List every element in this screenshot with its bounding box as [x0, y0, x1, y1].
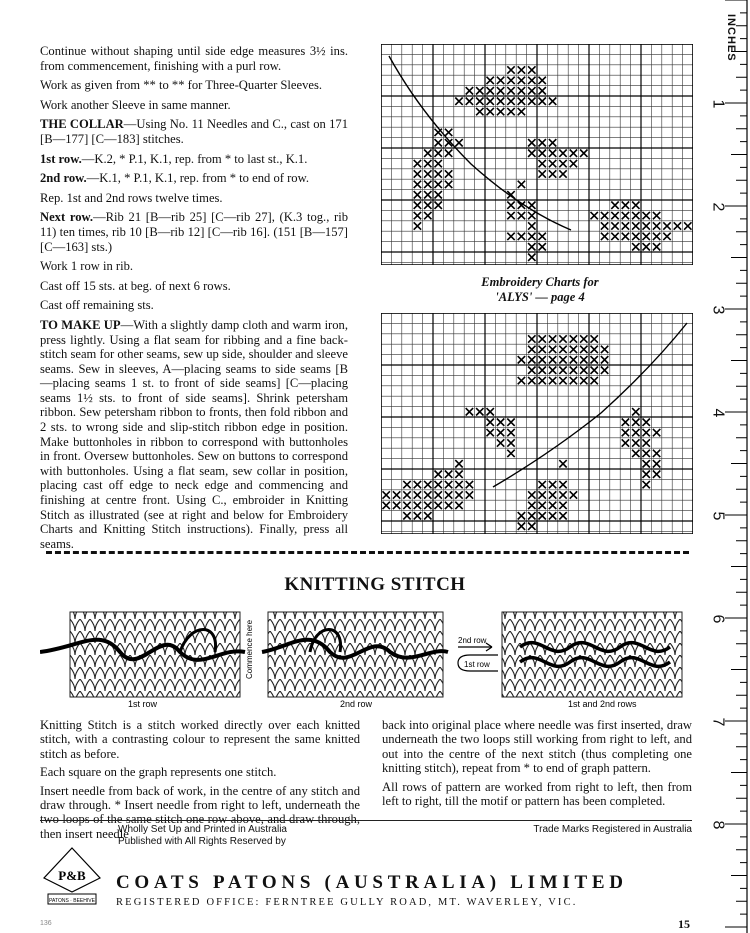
ruler-number: 3	[709, 305, 727, 315]
chart-stitch-mark	[518, 87, 525, 94]
chart-stitch-mark	[549, 377, 556, 384]
chart-stitch-mark	[653, 460, 660, 467]
chart-stitch-mark	[539, 98, 546, 105]
chart-stitch-mark	[528, 98, 535, 105]
chart-stitch-mark	[549, 356, 556, 363]
chart-stitch-mark	[643, 233, 650, 240]
chart-stitch-mark	[507, 450, 514, 457]
chart-stitch-mark	[445, 481, 452, 488]
svg-text:1st row: 1st row	[464, 660, 490, 669]
chart-stitch-mark	[507, 108, 514, 115]
chart-stitch-mark	[653, 450, 660, 457]
chart-stitch-mark	[549, 346, 556, 353]
chart-stitch-mark	[559, 170, 566, 177]
chart-stitch-mark	[559, 335, 566, 342]
chart-stitch-mark	[424, 170, 431, 177]
chart-stitch-mark	[653, 212, 660, 219]
chart-stitch-mark	[580, 346, 587, 353]
label-commence-here: Commence here	[245, 619, 254, 679]
chart-stitch-mark	[435, 481, 442, 488]
chart-stitch-mark	[643, 212, 650, 219]
ruler-number: 5	[709, 511, 727, 521]
chart-stitch-mark	[539, 139, 546, 146]
chart-stitch-mark	[476, 408, 483, 415]
chart-stitch-mark	[383, 502, 390, 509]
chart-stitch-mark	[518, 377, 525, 384]
chart-stitch-mark	[487, 408, 494, 415]
chart-stitch-mark	[414, 170, 421, 177]
chart-stitch-mark	[507, 87, 514, 94]
chart-stitch-mark	[455, 491, 462, 498]
svg-text:PATONS · BEEHIVE: PATONS · BEEHIVE	[49, 898, 95, 904]
chart-stitch-mark	[570, 356, 577, 363]
chart-stitch-mark	[632, 419, 639, 426]
chart-stitch-mark	[622, 222, 629, 229]
chart-stitch-mark	[622, 202, 629, 209]
chart-stitch-mark	[591, 335, 598, 342]
next-row-paragraph: Next row.—Rib 21 [B—rib 25] [C—rib 27], (K.3 tog., rib 11) ten times, rib 10 [B—rib 12] [C—rib 16]. (151 [B—157] [C—163] sts.)	[40, 210, 349, 254]
chart-stitch-mark	[414, 481, 421, 488]
ruler-number: 1	[709, 99, 727, 109]
diagram-both-rows	[502, 612, 682, 697]
chart-stitch-mark	[549, 335, 556, 342]
chart-stitch-mark	[518, 356, 525, 363]
chart-stitch-mark	[435, 202, 442, 209]
chart-stitch-mark	[559, 160, 566, 167]
chart-stitch-mark	[487, 77, 494, 84]
label-second-row: 2nd row	[340, 699, 373, 709]
chart-stitch-mark	[622, 439, 629, 446]
knitting-stitch-diagrams	[40, 607, 690, 712]
chart-stitch-mark	[497, 419, 504, 426]
chart-stitch-mark	[684, 222, 691, 229]
chart-stitch-mark	[528, 66, 535, 73]
chart-stitch-mark	[403, 502, 410, 509]
chart-stitch-mark	[580, 150, 587, 157]
ruler-number: 6	[709, 614, 727, 624]
chart-stitch-mark	[435, 129, 442, 136]
chart-stitch-mark	[559, 377, 566, 384]
chart-stitch-mark	[497, 108, 504, 115]
chart-stitch-mark	[632, 429, 639, 436]
chart-stitch-mark	[611, 202, 618, 209]
chart-stitch-mark	[507, 77, 514, 84]
section-divider	[46, 551, 689, 554]
chart-stitch-mark	[445, 502, 452, 509]
chart-stitch-mark	[414, 212, 421, 219]
instruction-paragraph: Cast off 15 sts. at beg. of next 6 rows.	[40, 278, 231, 293]
chart-stitch-mark	[528, 491, 535, 498]
chart-stitch-mark	[653, 233, 660, 240]
embroidery-chart-top	[381, 44, 693, 265]
chart-stitch-mark	[414, 202, 421, 209]
chart-stitch-mark	[663, 233, 670, 240]
chart-stitch-mark	[487, 429, 494, 436]
chart-stitch-mark	[580, 367, 587, 374]
ruler-number: 8	[709, 820, 727, 830]
make-up-heading: TO MAKE UP	[40, 317, 121, 332]
chart-stitch-mark	[528, 512, 535, 519]
page-number: 15	[678, 917, 690, 931]
chart-stitch-mark	[643, 471, 650, 478]
chart-stitch-mark	[435, 160, 442, 167]
chart-stitch-mark	[549, 160, 556, 167]
chart-stitch-mark	[549, 491, 556, 498]
chart-stitch-mark	[643, 429, 650, 436]
ruler-label: INCHES	[725, 14, 737, 62]
chart-stitch-mark	[601, 346, 608, 353]
chart-stitch-mark	[632, 233, 639, 240]
chart-stitch-mark	[487, 419, 494, 426]
trademarks-note: Trade Marks Registered in Australia	[533, 824, 692, 835]
chart-stitch-mark	[455, 481, 462, 488]
chart-stitch-mark	[424, 512, 431, 519]
chart-stitch-mark	[487, 87, 494, 94]
chart-stitch-mark	[643, 450, 650, 457]
chart-stitch-mark	[653, 429, 660, 436]
chart-stitch-mark	[435, 502, 442, 509]
chart-stitch-mark	[414, 502, 421, 509]
chart-stitch-mark	[570, 160, 577, 167]
chart-stitch-mark	[445, 150, 452, 157]
chart-stitch-mark	[591, 377, 598, 384]
chart-stitch-mark	[539, 233, 546, 240]
chart-stitch-mark	[476, 98, 483, 105]
instruction-paragraph: Work another Sleeve in same manner.	[40, 97, 231, 112]
chart-stitch-mark	[559, 150, 566, 157]
chart-stitch-mark	[632, 439, 639, 446]
chart-stitch-mark	[559, 512, 566, 519]
chart-stitch-mark	[445, 181, 452, 188]
embroidery-chart-bottom	[381, 313, 693, 534]
chart-stitch-mark	[570, 335, 577, 342]
chart-stitch-mark	[455, 98, 462, 105]
chart-stitch-mark	[518, 512, 525, 519]
chart-stitch-mark	[393, 502, 400, 509]
chart-stitch-mark	[653, 243, 660, 250]
chart-stitch-mark	[414, 512, 421, 519]
chart-stitch-mark	[580, 377, 587, 384]
chart-stitch-mark	[424, 202, 431, 209]
chart-stitch-mark	[528, 222, 535, 229]
chart-stitch-mark	[528, 150, 535, 157]
chart-stitch-mark	[632, 202, 639, 209]
chart-stitch-mark	[518, 66, 525, 73]
svg-text:2nd row: 2nd row	[458, 636, 487, 645]
chart-stitch-mark	[466, 98, 473, 105]
chart-stitch-mark	[632, 243, 639, 250]
chart-stitch-mark	[549, 367, 556, 374]
ruler-number: 7	[709, 717, 727, 727]
chart-stitch-mark	[414, 491, 421, 498]
chart-stitch-mark	[445, 129, 452, 136]
chart-stitch-mark	[632, 212, 639, 219]
chart-stitch-mark	[414, 222, 421, 229]
chart-stitch-mark	[403, 512, 410, 519]
collar-paragraph: THE COLLAR—Using No. 11 Needles and C., cast on 171 [B—177] [C—183] stitches.	[40, 117, 349, 146]
chart-stitch-mark	[414, 191, 421, 198]
chart-stitch-mark	[528, 356, 535, 363]
chart-stitch-mark	[518, 523, 525, 530]
chart-stitch-mark	[424, 160, 431, 167]
chart-stitch-mark	[497, 87, 504, 94]
chart-stitch-mark	[518, 233, 525, 240]
chart-stitch-mark	[455, 460, 462, 467]
chart-stitch-mark	[591, 346, 598, 353]
chart-stitch-mark	[611, 212, 618, 219]
chart-stitch-mark	[539, 356, 546, 363]
chart-stitch-mark	[570, 367, 577, 374]
chart-stitch-mark	[539, 160, 546, 167]
svg-text:P&B: P&B	[58, 868, 86, 883]
chart-stitch-mark	[539, 481, 546, 488]
collar-heading: THE COLLAR	[40, 117, 124, 132]
footer-imprint: Wholly Set Up and Printed in Australia Published with All Rights Reserved by	[118, 824, 287, 847]
chart-stitch-mark	[403, 481, 410, 488]
chart-stitch-mark	[643, 222, 650, 229]
chart-stitch-mark	[435, 170, 442, 177]
chart-stitch-mark	[643, 481, 650, 488]
chart-stitch-mark	[549, 98, 556, 105]
chart-stitch-mark	[528, 523, 535, 530]
make-up-paragraph: TO MAKE UP—With a slightly damp cloth and warm iron, press lightly. Using a flat seam for ribbing and a fine back-stitch seam for other seams, sew up side, shoulder and sleeve seams. Sew in sleeves, A—placing seams to side seams [B—placing seams 1 st. to front of side seams] [C—placing seams 1½ sts. to front of side seams]. Shrink petersham ribbon. Sew petersham ribbon to fronts, then fold ribbon and 2 sts. to wrong side and slip-stitch ribbon edge in position. Make buttonholes in ribbon to correspond with buttonholes in front. Oversew buttonholes. Sew on buttons to correspond with buttonholes. Using a flat seam, sew collar in position, placing cast off edge to neck edge and commencing and finishing at centre front. Using C., embroider in Knitting Stitch as illustrated (see at right and below for Embroidery Charts and Knitting Stitch instructions). Finally, press all seams.	[40, 317, 348, 551]
chart-stitch-mark	[539, 170, 546, 177]
stitch-paragraph: Insert needle from back of work, in the centre of any stitch and draw through. * Insert needle from right to left, underneath the two loops of the same stitch one row above, and draw through, then insert needle	[40, 783, 360, 841]
chart-stitch-mark	[497, 77, 504, 84]
chart-stitch-mark	[528, 254, 535, 261]
chart-stitch-mark	[580, 335, 587, 342]
chart-stitch-mark	[528, 87, 535, 94]
chart-stitch-mark	[507, 98, 514, 105]
chart-stitch-mark	[601, 222, 608, 229]
chart-stitch-mark	[476, 108, 483, 115]
chart-stitch-mark	[424, 150, 431, 157]
chart-stitch-mark	[570, 150, 577, 157]
chart-stitch-mark	[487, 98, 494, 105]
chart-stitch-mark	[528, 346, 535, 353]
chart-stitch-mark	[643, 460, 650, 467]
chart-stitch-mark	[435, 491, 442, 498]
chart-stitch-mark	[518, 98, 525, 105]
chart-stitch-mark	[559, 346, 566, 353]
chart-stitch-mark	[487, 108, 494, 115]
chart-stitch-mark	[424, 502, 431, 509]
chart-stitch-mark	[539, 335, 546, 342]
chart-stitch-mark	[601, 367, 608, 374]
label-first-row: 1st row	[128, 699, 158, 709]
chart-stitch-mark	[549, 139, 556, 146]
chart-stitch-mark	[466, 87, 473, 94]
chart-stitch-mark	[591, 212, 598, 219]
chart-stitch-mark	[414, 181, 421, 188]
stitch-paragraph: Each square on the graph represents one stitch.	[40, 765, 277, 780]
chart-stitch-mark	[559, 502, 566, 509]
chart-stitch-mark	[476, 87, 483, 94]
chart-stitch-mark	[528, 377, 535, 384]
chart-stitch-mark	[528, 367, 535, 374]
chart-stitch-mark	[539, 491, 546, 498]
chart-stitch-mark	[549, 502, 556, 509]
chart-caption: Embroidery Charts for 'ALYS' — page 4	[481, 275, 599, 304]
chart-stitch-mark	[497, 439, 504, 446]
chart-stitch-mark	[528, 212, 535, 219]
chart-stitch-mark	[632, 450, 639, 457]
chart-stitch-mark	[549, 170, 556, 177]
instructions-column	[40, 44, 348, 556]
chart-stitch-mark	[518, 77, 525, 84]
chart-stitch-mark	[549, 481, 556, 488]
chart-stitch-mark	[611, 222, 618, 229]
chart-stitch-mark	[601, 356, 608, 363]
chart-stitch-mark	[622, 419, 629, 426]
chart-stitch-mark	[539, 77, 546, 84]
chart-stitch-mark	[653, 222, 660, 229]
chart-stitch-mark	[559, 491, 566, 498]
chart-stitch-mark	[466, 481, 473, 488]
chart-stitch-mark	[643, 419, 650, 426]
chart-stitch-mark	[455, 139, 462, 146]
chart-stitch-mark	[539, 377, 546, 384]
chart-stitch-mark	[611, 233, 618, 240]
chart-stitch-mark	[497, 429, 504, 436]
stitch-paragraph: back into original place where needle was first inserted, draw underneath the two loops still working from right to left, and out into the centre of the next stitch (thus completing one knitting stitch), repeat from * to end of graph pattern.	[382, 718, 692, 776]
chart-stitch-mark	[497, 98, 504, 105]
chart-stitch-mark	[539, 243, 546, 250]
instruction-paragraph: Work as given from ** to ** for Three-Quarter Sleeves.	[40, 78, 323, 93]
chart-stitch-mark	[528, 139, 535, 146]
instruction-paragraph: Continue without shaping until side edge measures 3½ ins. from commencement, finishing with a purl row.	[40, 44, 348, 73]
footer-rule	[40, 820, 692, 821]
stitch-paragraph: All rows of pattern are worked from right to left, then from left to right, till the motif or pattern has been completed.	[382, 779, 692, 809]
ruler-number: 4	[709, 408, 727, 418]
chart-stitch-mark	[435, 181, 442, 188]
chart-stitch-mark	[528, 233, 535, 240]
chart-stitch-mark	[559, 460, 566, 467]
chart-stitch-mark	[424, 491, 431, 498]
diagram-first-row	[40, 612, 245, 697]
chart-stitch-mark	[580, 356, 587, 363]
chart-stitch-mark	[539, 502, 546, 509]
chart-stitch-mark	[539, 87, 546, 94]
instruction-paragraph: Cast off remaining sts.	[40, 298, 154, 313]
chart-stitch-mark	[414, 160, 421, 167]
chart-stitch-mark	[507, 233, 514, 240]
chart-stitch-mark	[539, 150, 546, 157]
chart-stitch-mark	[403, 491, 410, 498]
chart-stitch-mark	[591, 367, 598, 374]
chart-stitch-mark	[518, 108, 525, 115]
chart-stitch-mark	[445, 491, 452, 498]
chart-stitch-mark	[445, 471, 452, 478]
chart-stitch-mark	[559, 367, 566, 374]
diagram-second-row	[262, 612, 448, 697]
chart-stitch-mark	[435, 139, 442, 146]
chart-stitch-mark	[622, 429, 629, 436]
chart-stitch-mark	[435, 471, 442, 478]
chart-stitch-mark	[424, 212, 431, 219]
chart-stitch-mark	[622, 212, 629, 219]
label-both-rows: 1st and 2nd rows	[568, 699, 637, 709]
chart-stitch-mark	[591, 356, 598, 363]
chart-stitch-mark	[445, 170, 452, 177]
chart-stitch-mark	[632, 222, 639, 229]
pb-logo	[40, 846, 104, 910]
chart-stitch-mark	[570, 377, 577, 384]
chart-stitch-mark	[455, 502, 462, 509]
chart-stitch-mark	[383, 491, 390, 498]
chart-stitch-mark	[424, 481, 431, 488]
chart-stitch-mark	[528, 243, 535, 250]
knitting-stitch-heading: KNITTING STITCH	[284, 574, 466, 595]
chart-stitch-mark	[632, 408, 639, 415]
chart-stitch-mark	[674, 222, 681, 229]
company-name: COATS PATONS (AUSTRALIA) LIMITED	[116, 872, 628, 893]
instruction-paragraph: Work 1 row in rib.	[40, 259, 134, 274]
chart-stitch-mark	[507, 429, 514, 436]
chart-stitch-mark	[559, 481, 566, 488]
chart-stitch-mark	[424, 191, 431, 198]
chart-stitch-mark	[466, 491, 473, 498]
ruler-number: 2	[709, 202, 727, 212]
chart-stitch-mark	[643, 439, 650, 446]
inch-ruler	[700, 0, 750, 933]
chart-stitch-mark	[507, 202, 514, 209]
chart-stitch-mark	[507, 439, 514, 446]
page-code: 136	[40, 920, 52, 927]
chart-stitch-mark	[570, 491, 577, 498]
stitch-paragraph: Knitting Stitch is a stitch worked directly over each knitted stitch, with a contrasting colour to represent the same knitted stitch as before.	[40, 718, 360, 761]
chart-stitch-mark	[539, 512, 546, 519]
row1-paragraph: 1st row.—K.2, * P.1, K.1, rep. from * to last st., K.1.	[40, 151, 308, 166]
chart-stitch-mark	[559, 356, 566, 363]
chart-stitch-mark	[643, 243, 650, 250]
chart-stitch-mark	[424, 181, 431, 188]
chart-stitch-mark	[455, 471, 462, 478]
chart-stitch-mark	[539, 346, 546, 353]
chart-stitch-mark	[435, 150, 442, 157]
chart-stitch-mark	[518, 181, 525, 188]
chart-stitch-mark	[528, 502, 535, 509]
chart-stitch-mark	[549, 512, 556, 519]
instruction-paragraph: Rep. 1st and 2nd rows twelve times.	[40, 190, 223, 205]
chart-stitch-mark	[393, 491, 400, 498]
chart-stitch-mark	[601, 212, 608, 219]
chart-stitch-mark	[653, 471, 660, 478]
chart-stitch-mark	[622, 233, 629, 240]
chart-stitch-mark	[528, 77, 535, 84]
chart-stitch-mark	[549, 150, 556, 157]
chart-stitch-mark	[570, 346, 577, 353]
chart-stitch-mark	[435, 191, 442, 198]
row2-paragraph: 2nd row.—K.1, * P.1, K.1, rep. from * to end of row.	[40, 171, 310, 186]
chart-stitch-mark	[507, 212, 514, 219]
chart-stitch-mark	[507, 66, 514, 73]
registered-office: REGISTERED OFFICE: FERNTREE GULLY ROAD, MT. WAVERLEY, VIC.	[116, 897, 578, 908]
chart-stitch-mark	[507, 419, 514, 426]
chart-stitch-mark	[518, 212, 525, 219]
chart-stitch-mark	[528, 335, 535, 342]
chart-stitch-mark	[466, 408, 473, 415]
chart-stitch-mark	[663, 222, 670, 229]
chart-stitch-mark	[539, 367, 546, 374]
chart-stitch-mark	[601, 233, 608, 240]
stitch-instructions-col2	[382, 718, 692, 812]
